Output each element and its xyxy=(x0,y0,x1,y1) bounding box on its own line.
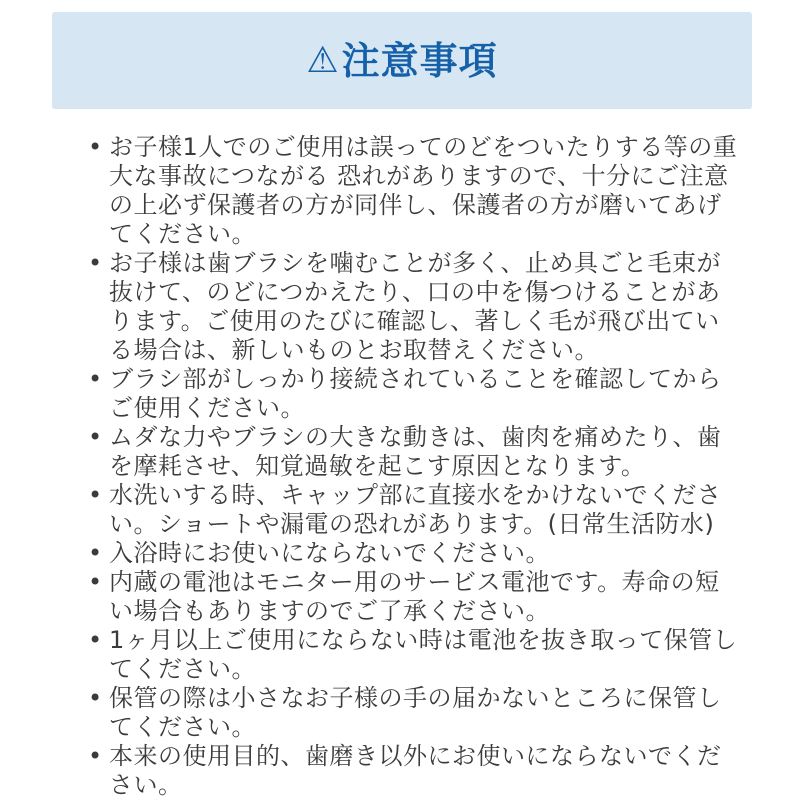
notice-item: • お子様は歯ブラシを噛むことが多く、止め具ごと毛束が抜けて、のどにつかえたり、口の中を傷つけることがあります。ご使用のたびに確認し、著しく毛が飛び出ている場合は、新しいものとお取替えください。 xyxy=(88,249,740,365)
notice-item: • お子様1人でのご使用は誤ってのどをついたりする等の重大な事故につながる 恐れがありますので、十分にご注意の上必ず保護者の方が同伴し、保護者の方が磨いてあげてください。 xyxy=(88,133,740,249)
notice-item: • ブラシ部がしっかり接続されていることを確認してからご使用ください。 xyxy=(88,365,740,423)
notice-item: • 水洗いする時、キャップ部に直接水をかけないでください。ショートや漏電の恐れがあります。(日常生活防水) xyxy=(88,481,740,539)
page-title xyxy=(306,38,498,83)
notice-item: • 内蔵の電池はモニター用のサービス電池です。寿命の短い場合もありますのでご了承ください。 xyxy=(88,568,740,626)
warning-triangle-icon: ⚠ xyxy=(306,39,340,81)
notice-item: • ムダな力やブラシの大きな動きは、歯肉を痛めたり、歯を摩耗させ、知覚過敏を起こす原因となります。 xyxy=(88,423,740,481)
notice-item: • 本来の使用目的、歯磨き以外にお使いにならないでください。 xyxy=(88,742,740,800)
notice-item: • 入浴時にお使いにならないでください。 xyxy=(88,539,740,568)
notice-list xyxy=(88,133,740,800)
notice-item: • 保管の際は小さなお子様の手の届かないところに保管してください。 xyxy=(88,684,740,742)
notice-item: • 1ヶ月以上ご使用にならない時は電池を抜き取って保管してください。 xyxy=(88,626,740,684)
caution-header-banner xyxy=(52,12,752,109)
page-title-text: 注意事項 xyxy=(341,38,498,83)
